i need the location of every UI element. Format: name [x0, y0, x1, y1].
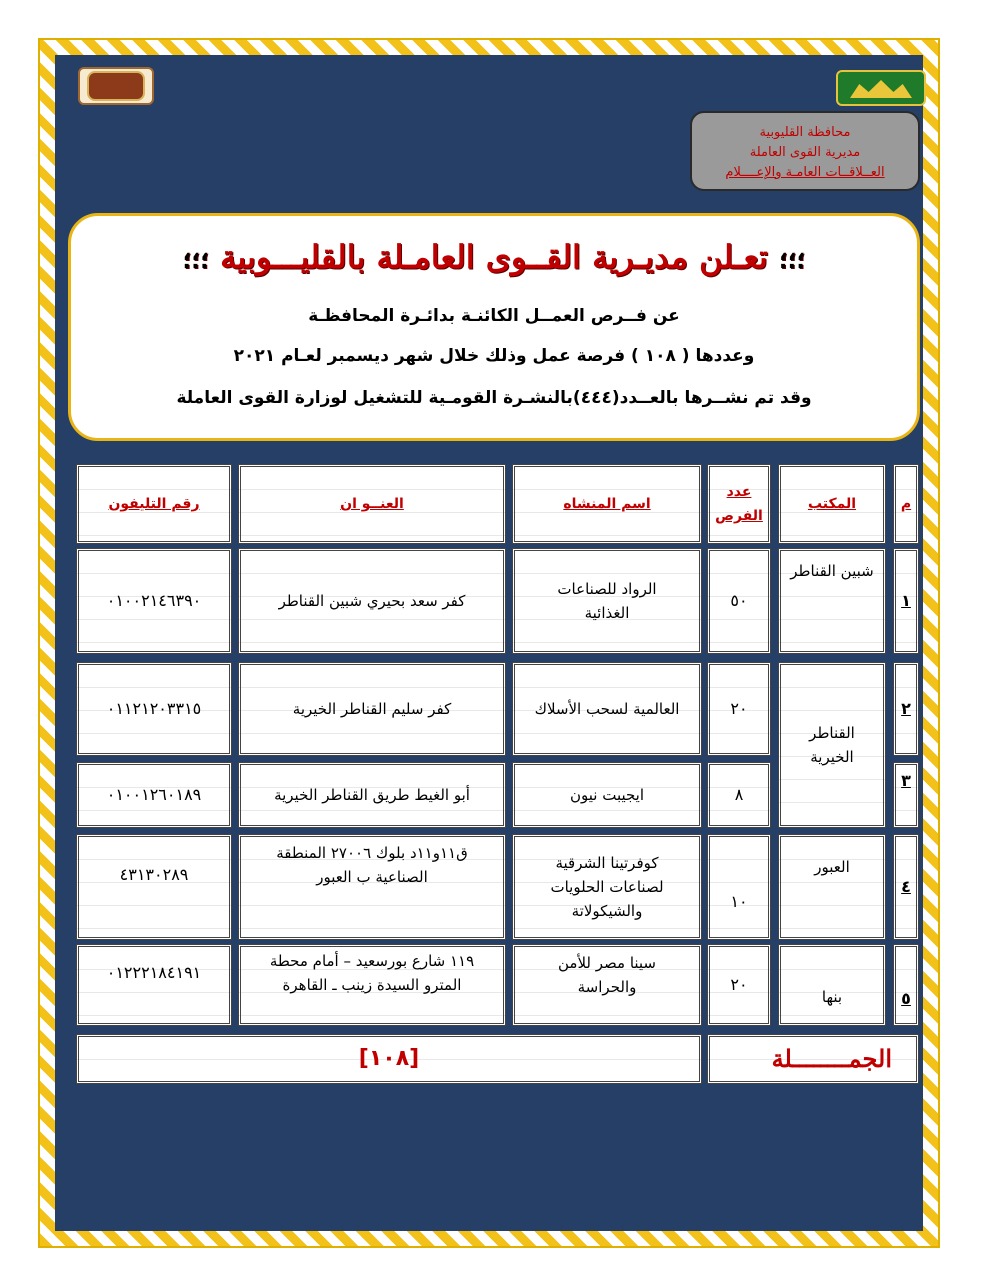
row-1-office: شبين القناطر — [778, 548, 886, 654]
row-1-phone: ٠١٠٠٢١٤٦٣٩٠ — [76, 548, 232, 654]
row-3-company: ايجيبت نيون — [512, 762, 702, 828]
header-company: اسم المنشاه — [512, 464, 702, 544]
row-4-office: العبور — [778, 834, 886, 940]
row-5-phone: ٠١٢٢٢١٨٤١٩١ — [76, 944, 232, 1026]
row-1-count: ٥٠ — [707, 548, 771, 654]
row-2-phone: ٠١١٢١٢٠٣٣١٥ — [76, 662, 232, 756]
ministry-emblem-icon — [78, 67, 154, 105]
row-4-count: ١٠ — [707, 834, 771, 940]
ministry-line-1: محافظة القليوبية — [759, 125, 851, 140]
ministry-line-3: العــلاقــات العامـة والإعــــلام — [725, 165, 885, 180]
header-index: م — [893, 464, 919, 544]
title-deco-left: ؛؛؛ — [182, 249, 210, 274]
header-count: عدد الفرص — [707, 464, 771, 544]
row-5-office: بنها — [778, 944, 886, 1026]
announcement-title — [71, 238, 917, 276]
row-3-address: أبو الغيط طريق القناطر الخيرية — [238, 762, 506, 828]
row-2-office: القناطر الخيرية — [778, 662, 886, 828]
row-5-address: ١١٩ شارع بورسعيد – أمام محطة المترو السيدة زينب ـ القاهرة — [238, 944, 506, 1026]
header-phone: رقم التليفون — [76, 464, 232, 544]
row-1-index: ١ — [893, 548, 919, 654]
row-2-count: ٢٠ — [707, 662, 771, 756]
total-label: الجمــــــــلة — [771, 1044, 892, 1073]
row-4-company: كوفرتينا الشرقية لصناعات الحلويات والشيكولاتة — [512, 834, 702, 940]
header-address: العنــو ان — [238, 464, 506, 544]
row-1-company: الرواد للصناعات الغذائية — [512, 548, 702, 654]
row-2-company: العالمية لسحب الأسلاك — [512, 662, 702, 756]
row-3-count: ٨ — [707, 762, 771, 828]
title-text: تعـلن مديـرية القــوى العامـلة بالقليـــوبية — [220, 238, 768, 276]
announcement-box — [68, 213, 920, 441]
row-3-phone: ٠١٠٠١٢٦٠١٨٩ — [76, 762, 232, 828]
row-5-company: سينا مصر للأمن والحراسة — [512, 944, 702, 1026]
announcement-line-3: وقد تم نشــرها بالعــدد(٤٤٤)بالنشـرة القومـية للتشغيل لوزارة القوى العاملة — [176, 388, 812, 408]
row-2-address: كفر سليم القناطر الخيرية — [238, 662, 506, 756]
row-4-phone: ٤٣١٣٠٢٨٩ — [76, 834, 232, 940]
total-value-cell — [76, 1034, 702, 1084]
governorate-emblem-icon — [836, 70, 926, 106]
row-5-index: ٥ — [893, 944, 919, 1026]
announcement-line-1: عن فــرص العمــل الكائنـة بدائـرة المحافظـة — [308, 306, 680, 326]
total-value: [١٠٨] — [358, 1046, 420, 1071]
total-label-cell — [707, 1034, 919, 1084]
announcement-line-2: وعددها ( ١٠٨ ) فرصة عمل وذلك خلال شهر ديسمبر لعـام ٢٠٢١ — [233, 346, 755, 366]
row-2-index: ٢ — [893, 662, 919, 756]
title-deco-right: ؛؛؛ — [778, 249, 806, 274]
ministry-info-box — [690, 111, 920, 191]
header-office: المكتب — [778, 464, 886, 544]
row-4-index: ٤ — [893, 834, 919, 940]
row-3-index: ٣ — [893, 762, 919, 828]
row-4-address: ق١١و١١د بلوك ٢٧٠٠٦ المنطقة الصناعية ب العبور — [238, 834, 506, 940]
row-5-count: ٢٠ — [707, 944, 771, 1026]
row-1-address: كفر سعد بحيري شبين القناطر — [238, 548, 506, 654]
ministry-line-2: مديرية القوى العاملة — [749, 145, 861, 160]
